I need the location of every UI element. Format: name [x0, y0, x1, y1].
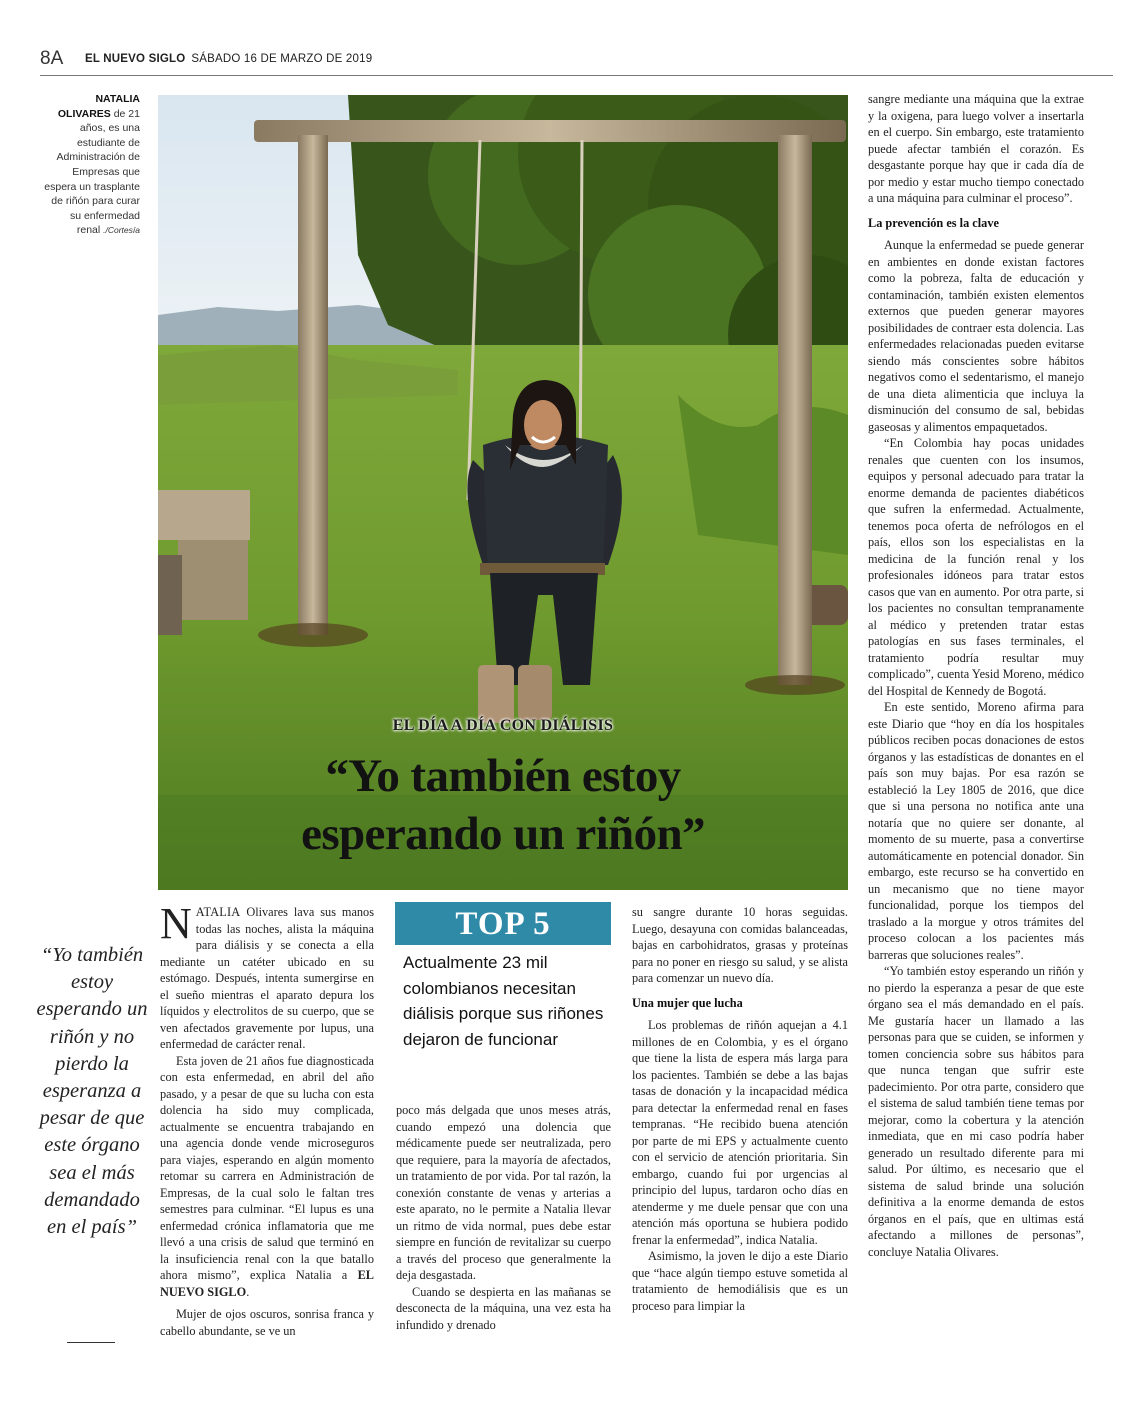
article-text: .: [246, 1284, 250, 1299]
photo-caption: [44, 92, 140, 238]
subheading-una-mujer: Una mujer que lucha: [632, 995, 743, 1010]
page-number: 8A: [40, 48, 64, 69]
article-paragraph: En este sentido, Moreno afirma para este Diario que “hoy en día los hospitales públicos reciben pocas donaciones de estos órganos y las estadísticas de donantes en el país son muy bajas. Por esa razón se estableció la Ley 1805 de 2016, que dice que si una persona no notifica ante una notaría que no quiere ser donante, al momento de su muerte, pasa a convertirse automáticamente en potencial donador. Sin embargo, este recurso se ha convertido en un mecanismo que no tiene mayor funcionalidad, porque los tiempos del traslado a la morgue y otros trámites del proceso colocan a los pacientes más barreras que soluciones reales”.: [868, 700, 1084, 962]
lead-smallcaps: ATALIA: [195, 905, 241, 919]
article-paragraph: “En Colombia hay pocas unidades renales que cuenten con los insumos, equipos y personal adecuado para tratar la enorme demanda de pacientes diabéticos que sufren la enfermedad. Actualmente, tenemos poca oferta de nefrólogos en el país, ellos son los especialistas en la medicina de la función renal y los profesionales idóneos para tratar estos casos que van en aumento. Por otra parte, si los pacientes no consultan tempranamente al médico y pretenden tratar estas patologías en sus fases terminales, el tratamiento podría resultar muy complicado”, cuenta Yesid Moreno, médico del Hospital de Kennedy de Bogotá.: [868, 436, 1084, 698]
caption-text: de 21 años, es una estudiante de Administración de Empresas que espera un trasplante de riñón para curar su enfermedad renal: [44, 107, 140, 237]
pull-quote-rule: [67, 1342, 115, 1343]
headline-line-1: “Yo también estoy: [325, 750, 681, 802]
article-column-4: [868, 91, 1084, 1260]
top5-text: Actualmente 23 mil colombianos necesitan diálisis porque sus riñones dejaron de funcionar: [403, 953, 604, 1049]
article-paragraph: [160, 899, 374, 1053]
article-paragraph: sangre mediante una máquina que la extrae y la oxigena, para luego volver a insertarla en el cuerpo. Sin embargo, este tratamiento puede afectar también el corazón. Es desgastante porque hay que ir cada día de por medio y estar mucho tiempo conectado a una máquina para culminar el proceso”.: [868, 92, 1084, 205]
masthead: [85, 53, 372, 65]
article-paragraph: “Yo también estoy esperando un riñón y no pierdo la esperanza a pesar de que este órgano sea el más demandado en el país. Me gustaría hacer un llamado a las personas para que se cuiden, se informen y tomen conciencia sobre sus hábitos para que nunca tengan que sufrir este padecimiento. Por otra parte, considero que el sistema de salud también tiene temas por mejorar, como la cobertura y la atención inmediata, que en mi caso podría haber generado un resultado diferente para mi salud. Por último, es necesario que el sistema de salud brinde una solución definitiva a la enorme demanda de estos órganos en el país, que en ultimas está afectando a millones de personas”, concluye Natalia Olivares.: [868, 964, 1084, 1259]
main-photo: [158, 95, 848, 890]
article-column-2: [396, 1102, 611, 1333]
article-text: Olivares lava sus manos todas las noches, alista la máquina para diálisis y se conecta a ella mediante un catéter ubicado en su estómago. Después, intenta sumergirse en el sueño mientras el aparato depura los líquidos y electrolitos de su cuerpo, que se ven afectados gravemente por lupus, una enfermedad de carácter renal.: [160, 905, 374, 1051]
pull-quote: “Yo también estoy esperando un riñón y no pierdo la esperanza a pesar de que este órgano sea el más demandado en el país”: [36, 944, 148, 1239]
headline-line-2: esperando un riñón”: [301, 808, 705, 860]
article-paragraph: Aunque la enfermedad se puede generar en ambientes en donde existan factores como la pobreza, falta de educación y contaminación, también existen elementos externos que pueden generar mayores posibilidades de contraer esta dolencia. Las enfermedades relacionadas pueden evitarse siendo más conscientes sobre hábitos negativos como el sedentarismo, el manejo de una dieta alimenticia que incluya la disminución del consumo de sal, bebidas gaseosas y alimentos empaquetados.: [868, 238, 1084, 434]
issue-date: SÁBADO 16 DE MARZO DE 2019: [191, 53, 373, 65]
article-paragraph: Los problemas de riñón aquejan a 4.1 millones de en Colombia, y es el órgano que tiene la lista de espera más larga para los pacientes. También se debe a las bajas tasas de donación y la incapacidad médica para detectar la enfermedad renal en fases tempranas. “He recibido buena atención por parte de mi EPS y actualmente cuento con el servicio de atención prioritaria. Sin embargo, cuando fui por urgencias al principio del lupus, tardaron ocho días en atenderme y me duele pensar que con una atención más oportuna se hubiera podido frenar la enfermedad”, indica Natalia.: [632, 1018, 848, 1247]
article-paragraph: Mujer de ojos oscuros, sonrisa franca y cabello abundante, se ve un: [160, 1307, 374, 1338]
article-column-3: [632, 904, 848, 1314]
article-paragraph: poco más delgada que unos meses atrás, cuando empezó una dolencia que médicamente puede ser neutralizada, pero que requiere, para la mayoría de afectados, un tratamiento de por vida. Por tal razón, la conexión constante de venas y arterias a este aparato, no le permite a Natalia llevar un ritmo de vida normal, pues debe estar siempre en función de revitalizar su cuerpo a través del proceso que generalmente la deja desgastada.: [396, 1103, 611, 1282]
article-paragraph: [160, 1053, 374, 1301]
subheading-prevencion: La prevención es la clave: [868, 215, 999, 230]
top5-banner: TOP 5: [395, 902, 611, 945]
article-column-1: [160, 899, 374, 1339]
article-paragraph: Cuando se despierta en las mañanas se desconecta de la máquina, una vez esta ha infundido y drenado: [396, 1284, 611, 1332]
paper-name: EL NUEVO SIGLO: [85, 53, 186, 65]
caption-name: NATALIA OLIVARES: [57, 93, 140, 120]
page-header: [40, 48, 1113, 76]
article-text: Esta joven de 21 años fue diagnosticada con esta enfermedad, en abril del año pasado, y a pesar de que su lucha con esta dolencia ha sido muy complicada, actualmente se encuentra trabajando en una agencia donde vende microseguros para viajes, esperando en algún momento retomar su carrera en Administración de Empresas, de la cual solo le faltan tres semestres para culminar. “El lupus es una enfermedad crónica inflamatoria que me llevó a una crisis de salud que terminó en la insuficiencia renal con la que batallo ahora mismo”, explica Natalia a: [160, 1053, 374, 1282]
headline-kicker: EL DÍA A DÍA CON DIÁLISIS: [392, 717, 614, 734]
dropcap: N: [160, 899, 192, 948]
caption-credit: ./Cortesía: [103, 225, 140, 236]
headline: [158, 747, 848, 863]
article-paragraph: su sangre durante 10 horas seguidas. Luego, desayuna con comidas balanceadas, bajas en carbohidratos, grasas y proteínas para no poner en riesgo su salud, y se alista para comenzar un nuevo día.: [632, 905, 848, 985]
paper-mention: EL NUEVO SIGLO: [160, 1268, 374, 1299]
article-paragraph: Asimismo, la joven le dijo a este Diario que “hace algún tiempo estuve sometida al tratamiento de hemodiálisis que es un proceso para limpiar la: [632, 1249, 848, 1313]
